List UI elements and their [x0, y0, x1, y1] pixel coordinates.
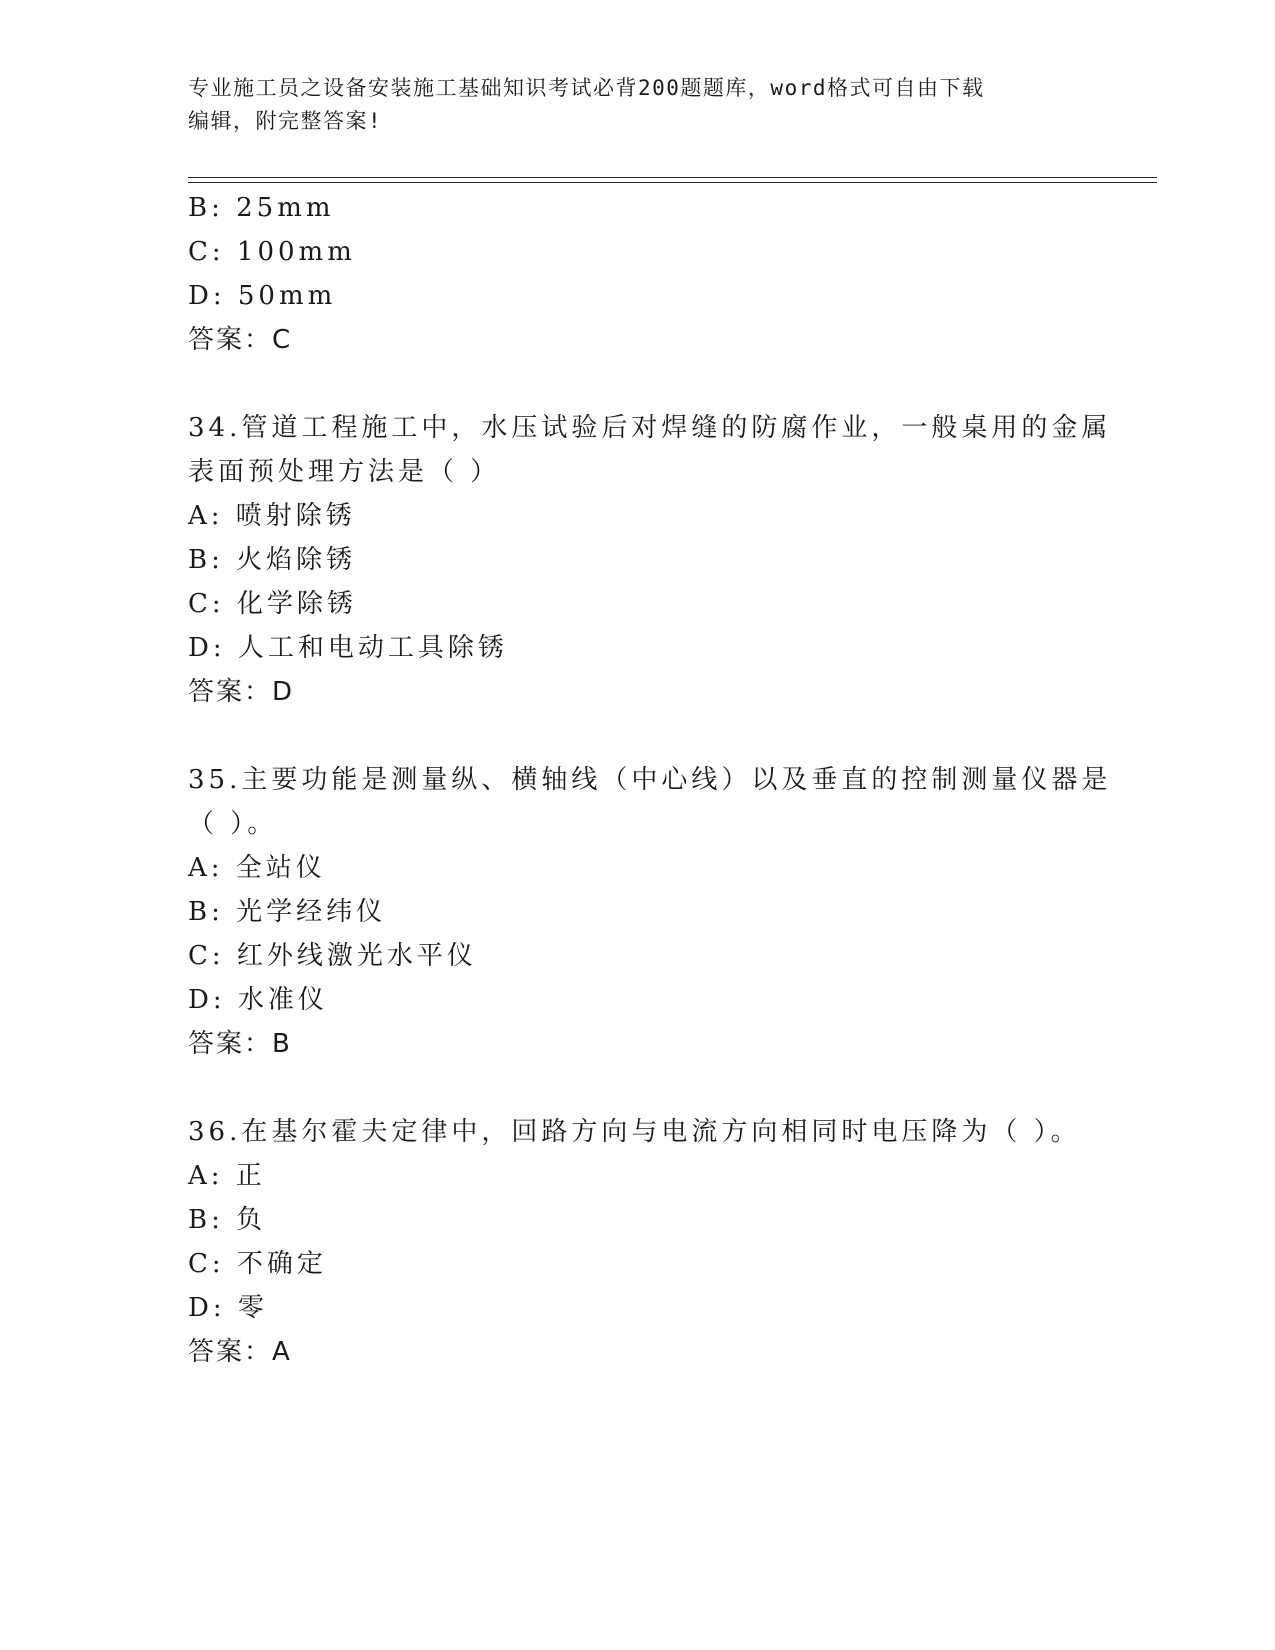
- q35-stem-line-2: （ ）。: [188, 809, 278, 839]
- q36-option-b: B: 负: [188, 1205, 267, 1235]
- header-divider-bottom: [188, 182, 1157, 183]
- q34-option-a: A: 喷射除锈: [188, 501, 356, 531]
- header-divider-top: [188, 177, 1157, 178]
- q35-option-a: A: 全站仪: [188, 853, 326, 883]
- q36-stem-line-1: 36.在基尔霍夫定律中，回路方向与电流方向相同时电压降为（ ）。: [188, 1117, 1081, 1147]
- q35-option-b: B: 光学经纬仪: [188, 897, 387, 927]
- header-title-line-1: 专业施工员之设备安装施工基础知识考试必背200题题库，word格式可自由下载: [188, 76, 985, 100]
- q35-stem-line-1: 35.主要功能是测量纵、横轴线（中心线）以及垂直的控制测量仪器是: [188, 765, 1112, 795]
- q34-answer: 答案：D: [188, 677, 295, 707]
- q36-option-a: A: 正: [188, 1161, 266, 1191]
- prev-answer: 答案：C: [188, 325, 293, 355]
- prev-option-d: D: 50mm: [188, 281, 337, 311]
- q36-answer: 答案：A: [188, 1337, 292, 1367]
- q36-option-c: C: 不确定: [188, 1249, 327, 1279]
- prev-option-c: C: 100mm: [188, 237, 356, 267]
- header-title-line-2: 编辑，附完整答案!: [188, 109, 383, 133]
- document-header: [188, 72, 1088, 138]
- q35-option-c: C: 红外线激光水平仪: [188, 941, 477, 971]
- q34-option-b: B: 火焰除锈: [188, 545, 357, 575]
- q35-answer: 答案：B: [188, 1029, 292, 1059]
- q34-stem-line-2: 表面预处理方法是（ ）: [188, 457, 501, 487]
- q36-option-d: D: 零: [188, 1293, 268, 1323]
- prev-option-b: B: 25mm: [188, 193, 335, 223]
- q35-option-d: D: 水准仪: [188, 985, 328, 1015]
- q34-option-d: D: 人工和电动工具除锈: [188, 633, 508, 663]
- q34-option-c: C: 化学除锈: [188, 589, 357, 619]
- q34-stem-line-1: 34.管道工程施工中，水压试验后对焊缝的防腐作业，一般桌用的金属: [188, 413, 1112, 443]
